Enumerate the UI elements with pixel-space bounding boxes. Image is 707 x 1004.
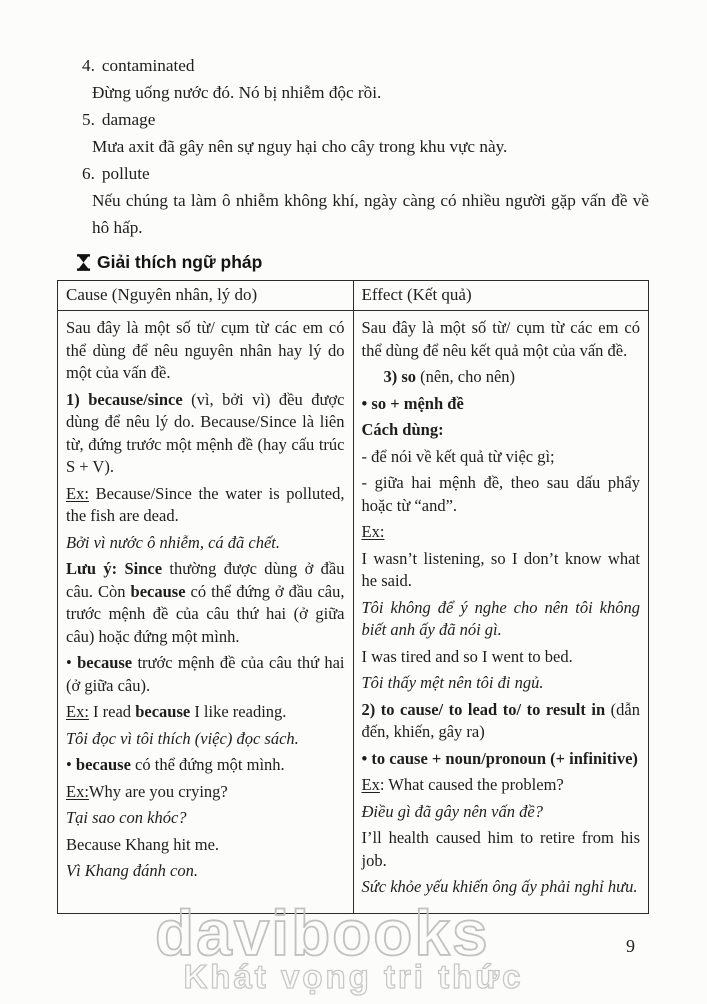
cause-header: Cause (Nguyên nhân, lý do) [58, 281, 354, 311]
paragraph [66, 781, 345, 804]
table-header-row [58, 281, 649, 311]
text-run: 2) to cause/ to lead to/ to result in [361, 699, 606, 719]
text-run: Tại sao con khóc? [66, 808, 187, 827]
text-run: because [75, 755, 131, 774]
text-run: Ex: [361, 522, 385, 541]
paragraph [362, 521, 641, 544]
text-run: Sau đây là một số từ/ cụm từ các em có thể dùng để nêu kết quả một của vấn đề. [361, 318, 640, 360]
effect-header: Effect (Kết quả) [353, 281, 649, 311]
text-run: • to cause + noun/pronoun (+ infinitive) [361, 748, 638, 768]
vocab-word: contaminated [101, 56, 195, 75]
text-run: trước mệnh đề của câu thứ hai (ở giữa câu). [66, 653, 345, 695]
watermark-slogan: Khát vọng tri thức [183, 958, 524, 995]
paragraph [66, 317, 345, 385]
text-run: - giữa hai mệnh đề, theo sau dấu phẩy hoặc từ “and”. [361, 473, 640, 515]
text-run: Ex: [66, 702, 89, 721]
vocab-term [82, 106, 649, 133]
cause-column [58, 311, 354, 914]
paragraph [362, 699, 641, 744]
text-run: Sức khỏe yếu khiến ông ấy phải nghỉ hưu. [361, 877, 638, 896]
paragraph [66, 652, 345, 697]
paragraph [362, 827, 641, 872]
paragraph [362, 317, 641, 362]
text-run: because [77, 653, 133, 672]
text-run: Sau đây là một số từ/ cụm từ các em có thể dùng để nêu nguyên nhân hay lý do một của vấn đề. [66, 318, 345, 382]
text-run: because [130, 581, 186, 601]
paragraph [362, 876, 641, 899]
paragraph [384, 366, 641, 389]
paragraph [66, 558, 345, 648]
watermark-davibooks: davibooks [155, 897, 490, 969]
paragraph [362, 597, 641, 642]
text-run: Tôi đọc vì tôi thích (việc) đọc sách. [66, 728, 299, 748]
vocab-number: 6. [82, 164, 95, 183]
text-run: Điều gì đã gây nên vấn đề? [361, 801, 543, 821]
text-run: Because Khang hit me. [66, 834, 220, 854]
vocab-translation: Đừng uống nước đó. Nó bị nhiễm độc rồi. [92, 83, 382, 102]
vocab-number: 4. [82, 56, 95, 75]
paragraph [362, 646, 641, 669]
paragraph [362, 774, 641, 797]
text-run: • [66, 653, 78, 672]
text-run: có thể đứng một mình. [130, 755, 285, 774]
text-run: (nên, cho nên) [416, 367, 516, 386]
page-number: 9 [626, 936, 635, 956]
text-run: (dẫn đến, khiến, gây ra) [361, 699, 640, 741]
text-run: I read [88, 702, 136, 721]
text-run: I wasn’t listening, so I don’t know what he said. [361, 548, 640, 590]
text-run: I was tired and so I went to bed. [361, 646, 573, 666]
text-run: : What caused the problem? [379, 775, 564, 794]
paragraph [362, 472, 641, 517]
text-run: because [135, 702, 191, 721]
paragraph [66, 807, 345, 830]
paragraph [66, 834, 345, 857]
text-run: Lưu ý: Since [66, 559, 163, 578]
text-run: Why are you crying? [88, 781, 228, 801]
paragraph [362, 672, 641, 695]
text-run: Ex: [66, 781, 89, 801]
text-run: 1) because/since [66, 389, 183, 409]
text-run: Tôi thấy mệt nên tôi đi ngủ. [361, 673, 544, 692]
effect-column [353, 311, 649, 914]
table-body-row [58, 311, 649, 914]
vocab-word: damage [101, 110, 156, 129]
section-heading [77, 252, 649, 273]
vocab-translation: Mưa axit đã gây nên sự nguy hại cho cây trong khu vực này. [92, 137, 508, 156]
vocab-word: pollute [101, 164, 150, 183]
paragraph [362, 393, 641, 416]
text-run: - để nói về kết quả từ việc gì; [361, 446, 555, 466]
text-run: (vì, bởi vì) đều được dùng để nêu lý do. Because/Since là liên từ, đứng trước một mệnh đề (hay cấu trúc S + V). [66, 389, 345, 476]
paragraph [362, 801, 641, 824]
text-run: I like reading. [190, 702, 287, 721]
text-run: thường được dùng ở đầu câu. Còn [66, 559, 345, 601]
text-run: có thể đứng ở đầu câu, trước mệnh đề của câu thứ hai (ở giữa câu) hoặc đứng một mình. [66, 581, 345, 646]
text-run: Vì Khang đánh con. [66, 861, 198, 880]
paragraph [362, 419, 641, 442]
paragraph [362, 748, 641, 771]
text-run: Ex: [66, 483, 89, 503]
text-run: Because/Since the water is polluted, the fish are dead. [66, 483, 345, 525]
vocab-term [82, 52, 649, 79]
text-run: Cách dùng: [361, 420, 444, 439]
paragraph [66, 701, 345, 724]
vocab-term [82, 160, 649, 187]
vocab-number: 5. [82, 110, 95, 129]
text-run: • [66, 755, 76, 774]
text-run: Bởi vì nước ô nhiễm, cá đã chết. [66, 532, 281, 552]
text-run: 3) so [383, 367, 417, 386]
text-run: Tôi không để ý nghe cho nên tôi không biết anh ấy đã nói gì. [361, 597, 640, 639]
vocab-translation: Nếu chúng ta làm ô nhiễm không khí, ngày càng có nhiều người gặp vấn đề về hô hấp. [92, 191, 649, 237]
text-run: Ex [361, 775, 380, 794]
page-content [57, 52, 649, 914]
paragraph [66, 728, 345, 751]
paragraph [66, 532, 345, 555]
text-run: • so + mệnh đề [361, 393, 464, 413]
paragraph [66, 860, 345, 883]
paragraph [362, 446, 641, 469]
vocabulary-list [57, 52, 649, 241]
section-title: Giải thích ngữ pháp [97, 252, 263, 272]
paragraph [66, 483, 345, 528]
text-run: I’ll health caused him to retire from his job. [361, 828, 640, 870]
hourglass-icon [77, 254, 90, 271]
paragraph [362, 548, 641, 593]
paragraph [66, 754, 345, 777]
paragraph [66, 389, 345, 479]
grammar-table [57, 280, 649, 914]
